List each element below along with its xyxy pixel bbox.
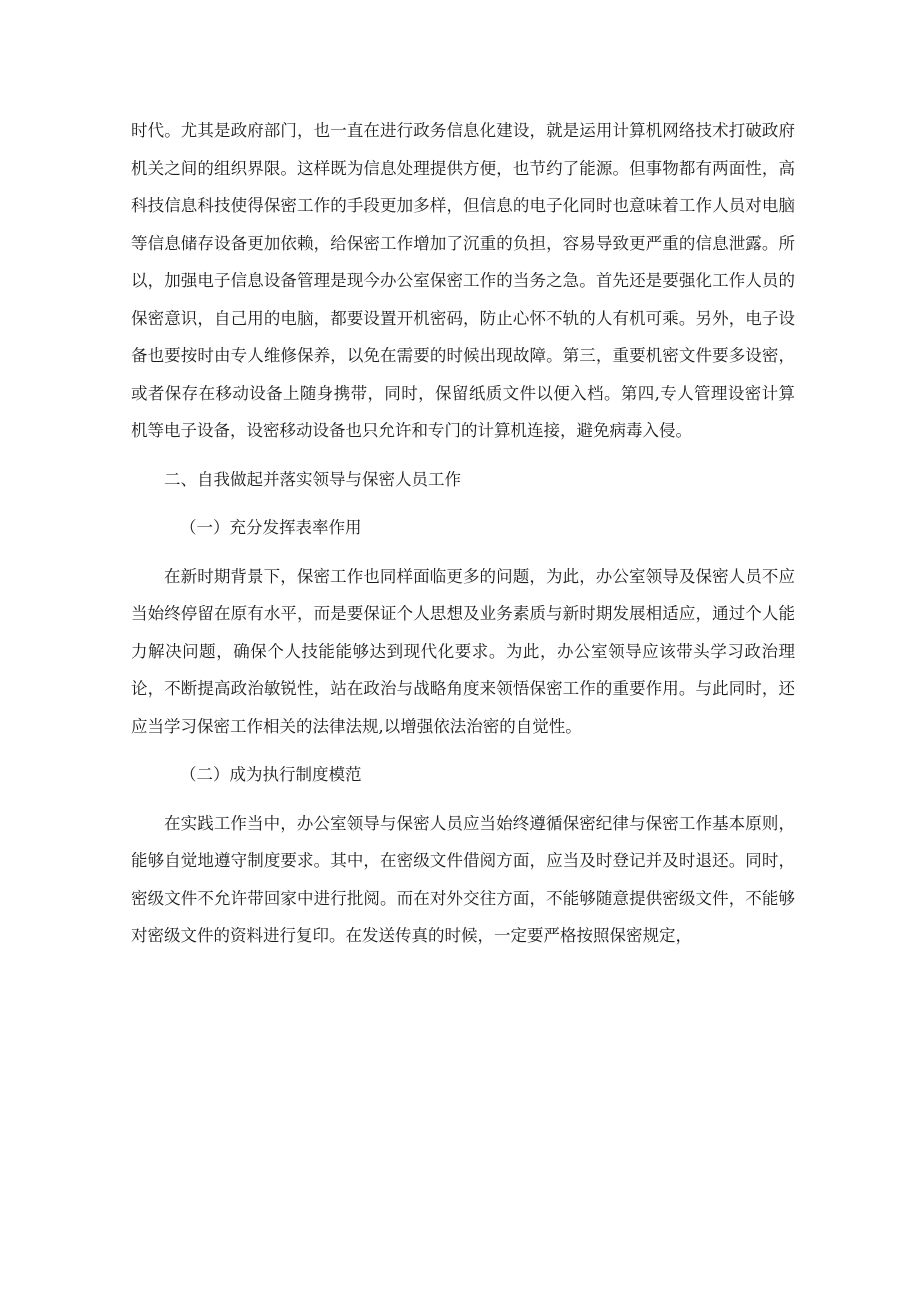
- body-paragraph-electronic-devices: 时代。尤其是政府部门，也一直在进行政务信息化建设，就是运用计算机网络技术打破政府机关之间的组织界限。这样既为信息处理提供方便，也节约了能源。但事物都有两面性，高科技信息科技使得保密工作的手段更加多样，但信息的电子化同时也意味着工作人员对电脑等信息储存设备更加依赖，给保密工作增加了沉重的负担，容易导致更严重的信息泄露。所以，加强电子信息设备管理是现今办公室保密工作的当务之急。首先还是要强化工作人员的保密意识，自己用的电脑，都要设置开机密码，防止心怀不轨的人有机可乘。另外，电子设备也要按时由专人维修保养，以免在需要的时候出现故障。第三，重要机密文件要多设密，或者保存在移动设备上随身携带，同时，保留纸质文件以便入档。第四,专人管理设密计算机等电子设备，设密移动设备也只允许和专门的计算机连接，避免病毒入侵。: [131, 121, 795, 440]
- subsection-heading-system-model: （二）成为执行制度模范: [180, 765, 362, 784]
- section-heading: 二、自我做起并落实领导与保密人员工作: [164, 469, 461, 489]
- body-paragraph-system-model: 在实践工作当中，办公室领导与保密人员应当始终遵循保密纪律与保密工作基本原则，能够自觉地遵守制度要求。其中，在密级文件借阅方面，应当及时登记并及时退还。同时，密级文件不允许带回家中进行批阅。而在对外交往方面，不能够随意提供密级文件，不能够对密级文件的资料进行复印。在发送传真的时候，一定要严格按照保密规定，: [131, 813, 795, 945]
- subsection-heading-role-model: （一）充分发挥表率作用: [180, 518, 362, 537]
- document-body: [131, 112, 795, 955]
- body-paragraph-role-model: 在新时期背景下，保密工作也同样面临更多的问题，为此，办公室领导及保密人员不应当始终停留在原有水平，而是要保证个人思想及业务素质与新时期发展相适应，通过个人能力解决问题，确保个人技能能够达到现代化要求。为此，办公室领导应该带头学习政治理论，不断提高政治敏锐性，站在政治与战略角度来领悟保密工作的重要作用。与此同时，还应当学习保密工作相关的法律法规,以增强依法治密的自觉性。: [131, 566, 795, 736]
